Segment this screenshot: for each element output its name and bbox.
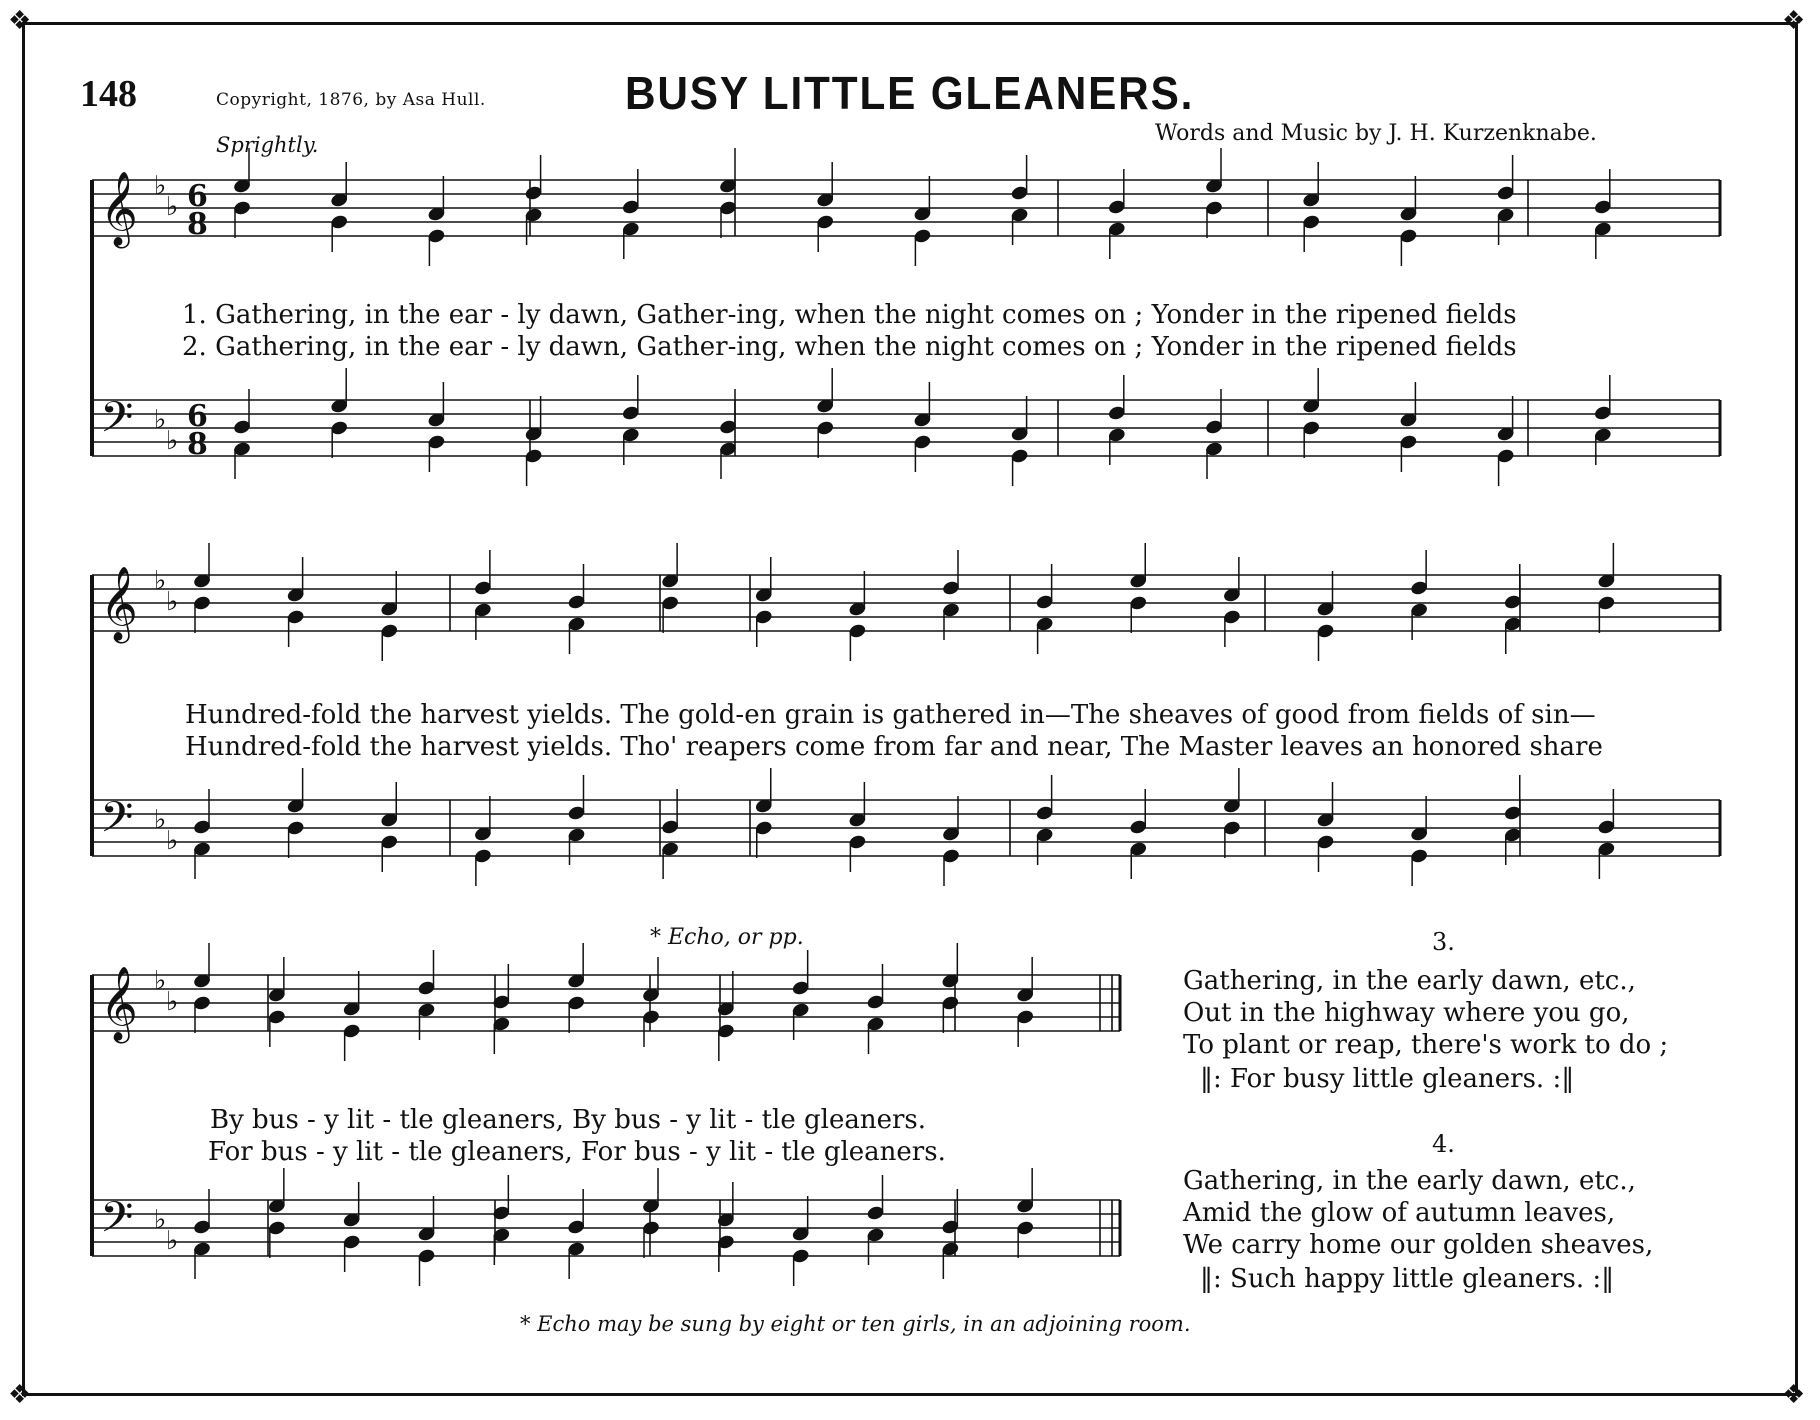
lyric-line: 1. Gathering, in the ear - ly dawn, Gather-ing, when the night comes on ; Yonder in the ripened fields <box>182 300 1517 330</box>
time-signature-denominator: 8 <box>187 427 208 462</box>
flat-icon: ♭ <box>154 1205 167 1235</box>
verse-line: To plant or reap, there's work to do ; <box>1183 1030 1669 1060</box>
flat-icon: ♭ <box>166 192 179 222</box>
composer-credit: Words and Music by J. H. Kurzenknabe. <box>1155 121 1597 146</box>
flat-icon: ♭ <box>166 1226 179 1256</box>
copyright-notice: Copyright, 1876, by Asa Hull. <box>216 90 486 110</box>
flat-icon: ♭ <box>166 426 179 456</box>
lyric-line: For bus - y lit - tle gleaners, For bus - y lit - tle gleaners. <box>208 1137 946 1167</box>
verse-number: 3. <box>1432 928 1455 956</box>
time-signature-numerator: 6 <box>187 399 208 434</box>
verse-line: Gathering, in the early dawn, etc., <box>1183 1166 1636 1196</box>
flat-icon: ♭ <box>166 587 179 617</box>
verse-number: 4. <box>1432 1130 1455 1158</box>
flat-icon: ♭ <box>166 826 179 856</box>
verse-line: We carry home our golden sheaves, <box>1183 1230 1654 1260</box>
verse-line: Gathering, in the early dawn, etc., <box>1183 966 1636 996</box>
time-signature-numerator: 6 <box>187 179 208 214</box>
lyric-line: Hundred-fold the harvest yields. Tho' reapers come from far and near, The Master leaves an honored share <box>185 732 1603 762</box>
flat-icon: ♭ <box>166 987 179 1017</box>
lyric-line: By bus - y lit - tle gleaners, By bus - y lit - tle gleaners. <box>210 1105 927 1135</box>
echo-marking: * Echo, or pp. <box>650 925 804 950</box>
corner-ornament-icon: ❖ <box>8 6 32 36</box>
flat-icon: ♭ <box>154 171 167 201</box>
flat-icon: ♭ <box>154 966 167 996</box>
corner-ornament-icon: ❖ <box>8 1380 32 1410</box>
verse-line: ‖: For busy little gleaners. :‖ <box>1200 1064 1575 1094</box>
verse-line: Amid the glow of autumn leaves, <box>1183 1198 1616 1228</box>
lyric-line: 2. Gathering, in the ear - ly dawn, Gather-ing, when the night comes on ; Yonder in the ripened fields <box>182 332 1517 362</box>
flat-icon: ♭ <box>154 566 167 596</box>
verse-line: ‖: Such happy little gleaners. :‖ <box>1200 1264 1615 1294</box>
flat-icon: ♭ <box>154 405 167 435</box>
lyric-line: Hundred-fold the harvest yields. The gold-en grain is gathered in—The sheaves of good from fields of sin— <box>185 700 1596 730</box>
flat-icon: ♭ <box>154 805 167 835</box>
verse-line: Out in the highway where you go, <box>1183 998 1630 1028</box>
corner-ornament-icon: ❖ <box>1782 1380 1806 1410</box>
page-number: 148 <box>80 73 137 115</box>
bass-clef-icon: 𝄢 <box>100 1193 134 1253</box>
corner-ornament-icon: ❖ <box>1782 6 1806 36</box>
treble-clef-icon: 𝄞 <box>100 567 138 641</box>
treble-clef-icon: 𝄞 <box>100 172 138 246</box>
treble-clef-icon: 𝄞 <box>100 967 138 1041</box>
footnote: * Echo may be sung by eight or ten girls, in an adjoining room. <box>520 1312 1191 1336</box>
bass-clef-icon: 𝄢 <box>100 393 134 453</box>
bass-clef-icon: 𝄢 <box>100 793 134 853</box>
tempo-marking: Sprightly. <box>216 133 319 157</box>
time-signature-denominator: 8 <box>187 207 208 242</box>
song-title: BUSY LITTLE GLEANERS. <box>625 67 1195 119</box>
